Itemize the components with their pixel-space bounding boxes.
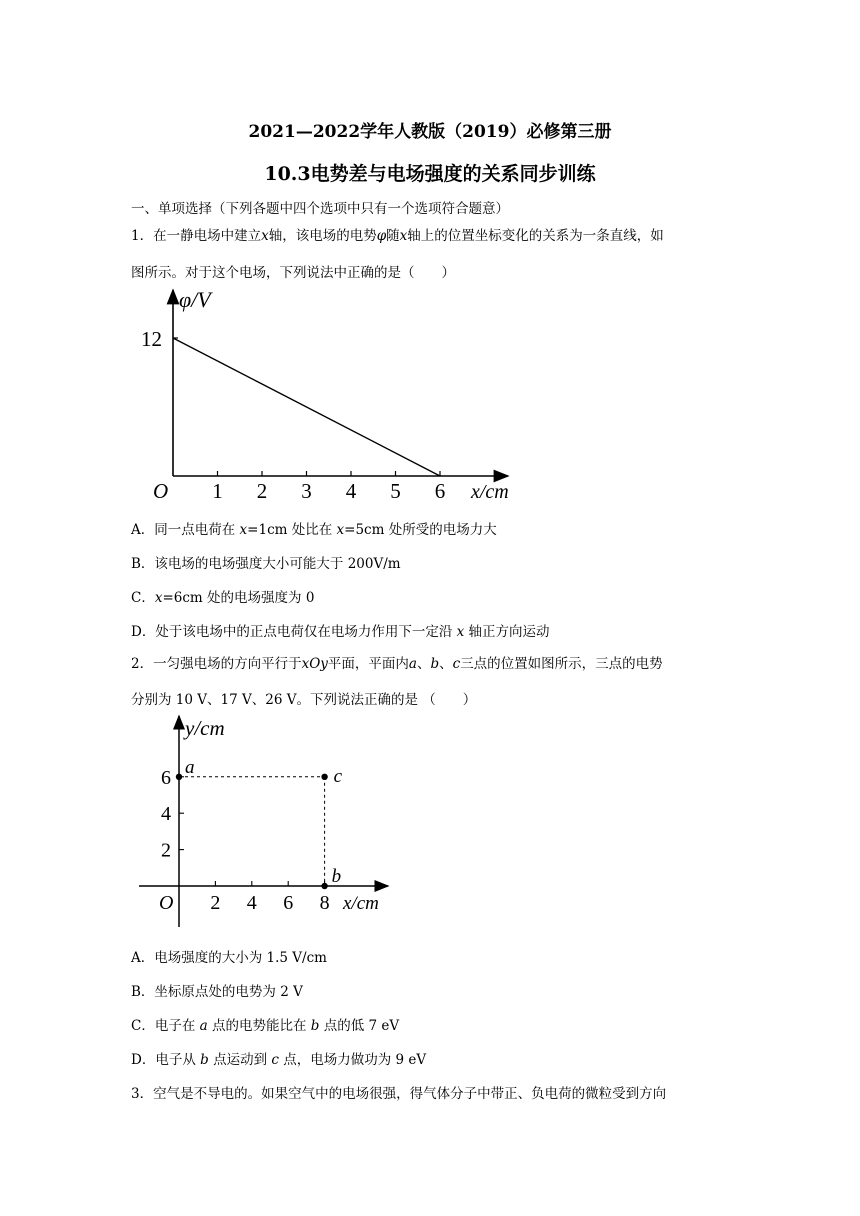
y-tick-label-12: 12 [141, 327, 162, 351]
x-tick-label-2: 2 [210, 892, 221, 914]
x-tick-label-4: 4 [345, 479, 357, 503]
page-title: 2021—2022学年人教版（2019）必修第三册 [248, 122, 612, 142]
y-tick-label-2: 2 [161, 839, 171, 862]
x-tick-label-6: 6 [434, 479, 446, 503]
x-axis-label: x/cm [471, 481, 509, 503]
page-subtitle: 10.3电势差与电场强度的关系同步训练 [264, 163, 596, 185]
x-tick-label-1: 1 [212, 479, 223, 503]
y-axis-label: y/cm [185, 716, 225, 740]
potential-line [173, 338, 440, 476]
origin-label: O [153, 479, 169, 503]
question-1-number: 1． [131, 228, 154, 244]
point-c-label: c [333, 765, 343, 787]
question-1-option-a: A．同一点电荷在 x=1cm 处比在 x=5cm 处所受的电场力大 [131, 522, 497, 538]
question-1-graph [135, 285, 525, 505]
x-tick-label-2: 2 [256, 479, 268, 503]
point-c [321, 774, 327, 780]
question-2-graph [135, 712, 405, 938]
x-tick-label-3: 3 [301, 479, 312, 503]
question-2-stem-line2: 分别为 10 V、17 V、26 V。下列说法正确的是 （ ） [131, 692, 477, 708]
y-axis-label: φ/V [179, 287, 211, 312]
x-tick-label-6: 6 [283, 892, 294, 914]
question-1-option-c: C．x=6cm 处的电场强度为 0 [131, 590, 315, 606]
question-1-stem-line2: 图所示。对于这个电场，下列说法中正确的是（ ） [131, 265, 455, 281]
point-b-label: b [331, 866, 342, 887]
x-tick-label-4: 4 [246, 892, 257, 914]
question-3-number: 3． [131, 1086, 154, 1102]
question-2-number: 2． [131, 656, 154, 672]
question-2-option-b: B．坐标原点处的电势为 2 V [131, 984, 303, 1000]
question-2-option-c: C．电子在 a 点的电势能比在 b 点的低 7 eV [131, 1018, 400, 1034]
section-heading: 一、单项选择（下列各题中四个选项中只有一个选项符合题意） [131, 201, 509, 217]
question-2-option-d: D．电子从 b 点运动到 c 点，电场力做功为 9 eV [131, 1052, 427, 1068]
point-a-label: a [185, 756, 195, 778]
point-a [176, 774, 182, 780]
question-2-stem: 2．一匀强电场的方向平行于xOy平面，平面内a、b、c三点的位置如图所示，三点的电势 [131, 656, 663, 672]
x-axis-label: x/cm [343, 893, 379, 914]
origin-label: O [159, 892, 174, 914]
question-2-option-a: A．电场强度的大小为 1.5 V/cm [131, 950, 327, 966]
question-3-stem: 3．空气是不导电的。如果空气中的电场很强，得气体分子中带正、负电荷的微粒受到方向 [131, 1086, 667, 1102]
question-1-option-b: B．该电场的电场强度大小可能大于 200V/m [131, 556, 401, 572]
question-1-option-d: D．处于该电场中的正点电荷仅在电场力作用下一定沿 x 轴正方向运动 [131, 624, 550, 640]
x-tick-label-5: 5 [390, 479, 401, 503]
y-tick-label-6: 6 [161, 766, 171, 789]
y-tick-label-4: 4 [161, 803, 171, 826]
x-tick-label-8: 8 [319, 892, 330, 914]
question-1-stem: 1．在一静电场中建立x轴，该电场的电势φ随x轴上的位置坐标变化的关系为一条直线，如 [131, 228, 664, 244]
point-b [321, 883, 327, 889]
